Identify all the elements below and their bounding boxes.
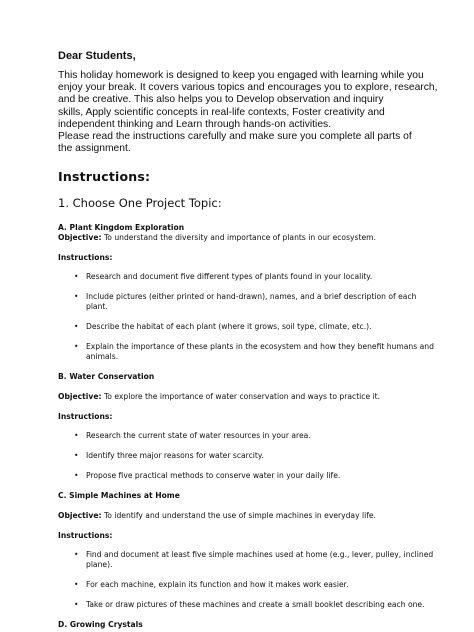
- list-item-text: Propose five practical methods to conserve water in your daily life.: [86, 471, 341, 481]
- list-item: [58, 322, 434, 332]
- section-b-instructions-label: Instructions:: [58, 412, 113, 422]
- list-item-text: Research the current state of water resources in your area.: [86, 431, 311, 441]
- objective-label: Objective:: [58, 511, 102, 521]
- list-item-text: Research and document five different types of plants found in your locality.: [86, 272, 373, 282]
- section-d: [58, 620, 434, 630]
- intro-line: Please read the instructions carefully and make sure you complete all parts of: [58, 131, 412, 143]
- list-item-text: Take or draw pictures of these machines and create a small booklet describing each one.: [86, 600, 425, 610]
- choose-topic-heading: 1. Choose One Project Topic:: [58, 196, 222, 211]
- list-item: [58, 451, 434, 461]
- objective-text: To identify and understand the use of simple machines in everyday life.: [101, 511, 376, 521]
- bullet: •: [74, 292, 79, 302]
- intro-line: the assignment.: [58, 143, 131, 155]
- intro-line: independent thinking and Learn through hands-on activities.: [58, 118, 332, 130]
- section-a-list: [58, 272, 434, 362]
- objective-label: Objective:: [58, 392, 102, 402]
- section-c-instructions-label: Instructions:: [58, 531, 113, 541]
- list-item: [58, 600, 434, 610]
- bullet: •: [74, 471, 79, 481]
- instructions-heading: Instructions:: [58, 169, 151, 185]
- list-item-text: Describe the habitat of each plant (where it grows, soil type, climate, etc.).: [86, 322, 372, 332]
- section-b-list: [58, 431, 434, 481]
- objective-text: To understand the diversity and importance of plants in our ecosystem.: [101, 233, 376, 243]
- bullet: •: [74, 431, 79, 441]
- list-item: [58, 292, 434, 312]
- section-d-title: D. Growing Crystals: [58, 620, 143, 630]
- section-a-instructions-label: Instructions:: [58, 253, 113, 263]
- list-item: [58, 342, 434, 362]
- bullet: •: [74, 272, 79, 282]
- list-item: [58, 580, 434, 590]
- section-b: [58, 372, 434, 481]
- section-a: [58, 223, 434, 362]
- intro-line: and be creative. This also helps you to Develop observation and inquiry: [58, 94, 384, 106]
- section-a-title: A. Plant Kingdom Exploration: [58, 223, 185, 233]
- list-item-text: Include pictures (either printed or hand-drawn), names, and a brief description of each plant.: [86, 292, 417, 312]
- list-item: [58, 471, 434, 481]
- list-item-text: Explain the importance of these plants in the ecosystem and how they benefit humans and animals.: [86, 342, 434, 362]
- bullet: •: [74, 322, 79, 332]
- bullet: •: [74, 580, 79, 590]
- section-c: [58, 491, 434, 610]
- bullet: •: [74, 342, 79, 352]
- list-item-text: Find and document at least five simple machines used at home (e.g., lever, pulley, inclined plane).: [86, 550, 434, 570]
- intro-line: This holiday homework is designed to keep you engaged with learning while you: [58, 70, 424, 81]
- section-b-objective: [58, 392, 434, 402]
- intro-paragraph: [58, 70, 438, 155]
- list-item: [58, 431, 434, 441]
- section-c-title: C. Simple Machines at Home: [58, 491, 180, 501]
- list-item-text: For each machine, explain its function and how it makes work easier.: [86, 580, 349, 590]
- section-b-title: B. Water Conservation: [58, 372, 155, 382]
- section-a-objective: [58, 233, 434, 243]
- section-c-list: [58, 550, 434, 610]
- section-c-objective: [58, 511, 434, 521]
- objective-text: To explore the importance of water conservation and ways to practice it.: [101, 392, 381, 402]
- list-item-text: Identify three major reasons for water scarcity.: [86, 451, 264, 461]
- list-item: [58, 272, 434, 282]
- intro-line: enjoy your break. It covers various topics and encourages you to explore, research,: [58, 82, 438, 94]
- greeting: Dear Students,: [58, 50, 136, 62]
- bullet: •: [74, 550, 79, 560]
- bullet: •: [74, 600, 79, 610]
- bullet: •: [74, 451, 79, 461]
- list-item: [58, 550, 434, 570]
- intro-line: skills, Apply scientific concepts in real-life contexts, Foster creativity and: [58, 106, 385, 118]
- objective-label: Objective:: [58, 233, 102, 243]
